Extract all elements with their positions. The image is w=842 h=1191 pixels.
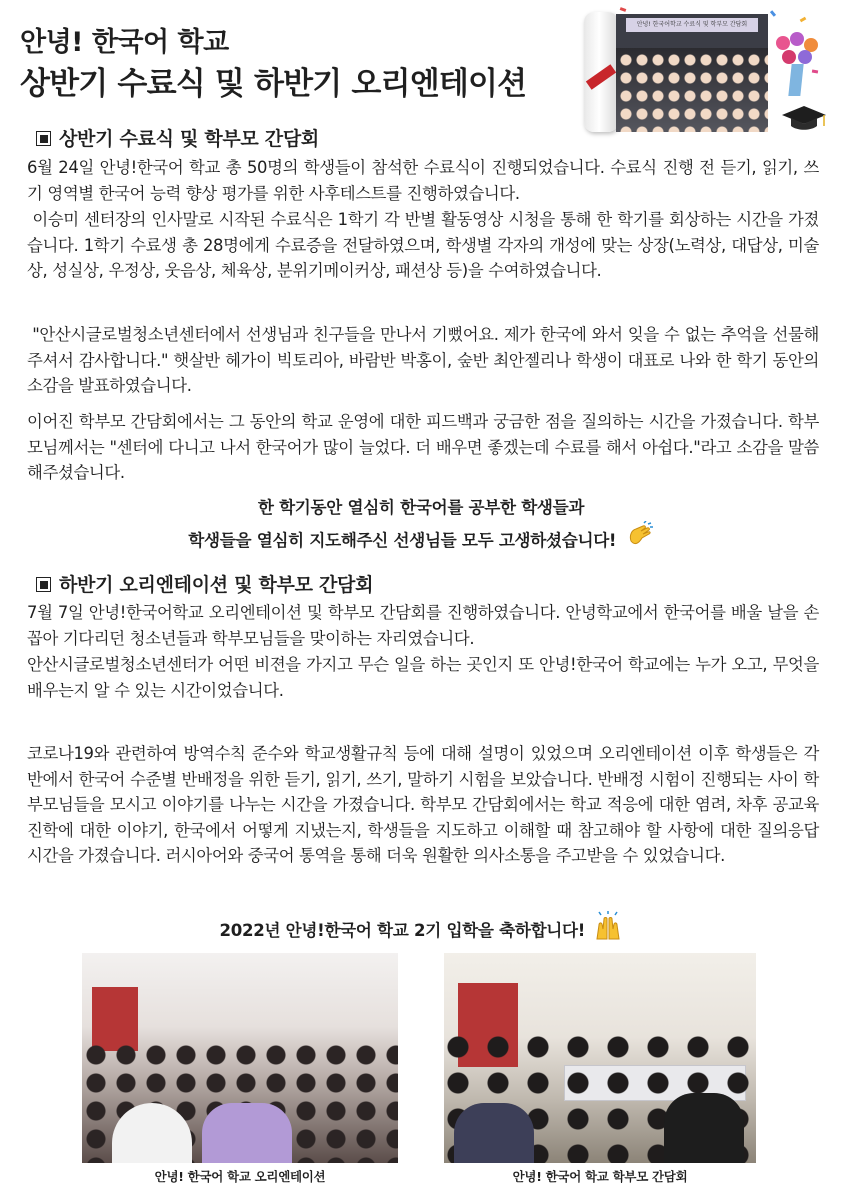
section2-paragraph-1: 7월 7일 안녕!한국어학교 오리엔테이션 및 학부모 간담회를 진행하였습니다. 안녕학교에서 한국어를 배울 날을 손꼽아 기다리던 청소년들과 학부모님들을 맞이하는 자리였습니다. (27, 603, 819, 648)
bouquet-icon (768, 30, 826, 100)
orientation-photo-caption: 안녕! 한국어 학교 오리엔테이션 (154, 1169, 326, 1184)
group-photo (616, 14, 768, 132)
section1-paragraph-3: "안산시글로벌청소년센터에서 선생님과 친구들을 만나서 기뻤어요. 제가 한국에 와서 잊을 수 없는 추억을 선물해주셔서 감사합니다." 햇살반 헤가이 빅토리아, 바람반 박홍이, 숲반 최안젤리나 학생이 대표로 나와 한 학기 동안의 소감을 발표하였습니다. (27, 325, 824, 396)
section1-paragraph-2: 이승미 센터장의 인사말로 시작된 수료식은 1학기 각 반별 활동영상 시청을 통해 한 학기를 회상하는 시간을 가졌습니다. 1학기 수료생 총 28명에게 수료증을 전달하였으며, 학생별 각자의 개성에 맞는 상장(노력상, 대답상, 미술상, 성실상, 우정상, 웃음상, 체육상, 분위기메이커상, 패션상 등)을 수여하였습니다. (27, 210, 819, 281)
section1-paragraph-4: 이어진 학부모 간담회에서는 그 동안의 학교 운영에 대한 피드백과 궁금한 점을 질의하는 시간을 가졌습니다. 학부모님께서는 "센터에 다니고 나서 한국어가 많이 늘었다. 더 배우면 좋겠는데 수료를 해서 아쉽다."라고 소감을 말씀해주셨습니다. (27, 412, 819, 483)
section1-heading: 상반기 수료식 및 학부모 간담회 (36, 124, 319, 151)
section1-closing-line1: 한 학기동안 열심히 한국어를 공부한 학생들과 (257, 498, 585, 517)
section2-paragraph-2: 안산시글로벌청소년센터가 어떤 비젼을 가지고 무슨 일을 하는 곳인지 또 안녕!한국어 학교에는 누가 오고, 무엇을 배우는지 알 수 있는 시간이었습니다. (27, 655, 824, 700)
section2-heading: 하반기 오리엔테이션 및 학부모 간담회 (36, 570, 373, 597)
square-bullet-icon (36, 577, 51, 592)
crowd-image (616, 48, 768, 132)
section1-closing-line2: 학생들을 열심히 지도해주신 선생님들 모두 고생하셨습니다! (0, 521, 842, 554)
clapping-hands-icon (624, 521, 654, 551)
square-bullet-icon (36, 131, 51, 146)
parent-meeting-photo (444, 953, 756, 1163)
confetti-icon (620, 7, 627, 12)
page-title-line2: 상반기 수료식 및 하반기 오리엔테이션 (20, 66, 527, 102)
section2-paragraph-3: 코로나19와 관련하여 방역수칙 준수와 학교생활규칙 등에 대해 설명이 있었으며 오리엔테이션 이후 학생들은 각 반에서 한국어 수준별 반배정을 위한 듣기, 읽기, 쓰기, 말하기 시험을 보았습니다. 반배정 시험이 진행되는 사이 학부모님들을 모시고 이야기를 나누는 시간을 가졌습니다. 학부모 간담회에서는 학교 적응에 대한 염려, 차후 공교육 진학에 대한 이야기, 한국에서 어떻게 지냈는지, 학생들을 지도하고 이해할 때 참고해야 할 사항에 대한 질의응답 시간을 가졌습니다. 러시아어와 중국어 통역을 통해 더욱 원활한 의사소통을 주고받을 수 있었습니다. (27, 744, 824, 866)
section1-paragraph-1: 6월 24일 안녕!한국어 학교 총 50명의 학생들이 참석한 수료식이 진행되었습니다. 수료식 진행 전 듣기, 읽기, 쓰기 영역별 한국어 능력 향상 평가를 위한 사후테스트를 진행하였습니다. (27, 158, 819, 203)
hero-banner-text: 안녕! 한국어학교 수료식 및 학부모 간담회 (626, 18, 758, 32)
orientation-photo (82, 953, 398, 1163)
confetti-icon (800, 17, 807, 23)
graduation-cap-icon (780, 104, 828, 132)
page-title-line1: 안녕! 한국어 학교 (20, 27, 229, 58)
section2-closing-line: 2022년 안녕!한국어 학교 2기 입학을 축하합니다! (0, 911, 842, 944)
parent-meeting-photo-caption: 안녕! 한국어 학교 학부모 간담회 (512, 1169, 688, 1184)
confetti-icon (770, 10, 776, 17)
raising-hands-icon (593, 911, 623, 941)
